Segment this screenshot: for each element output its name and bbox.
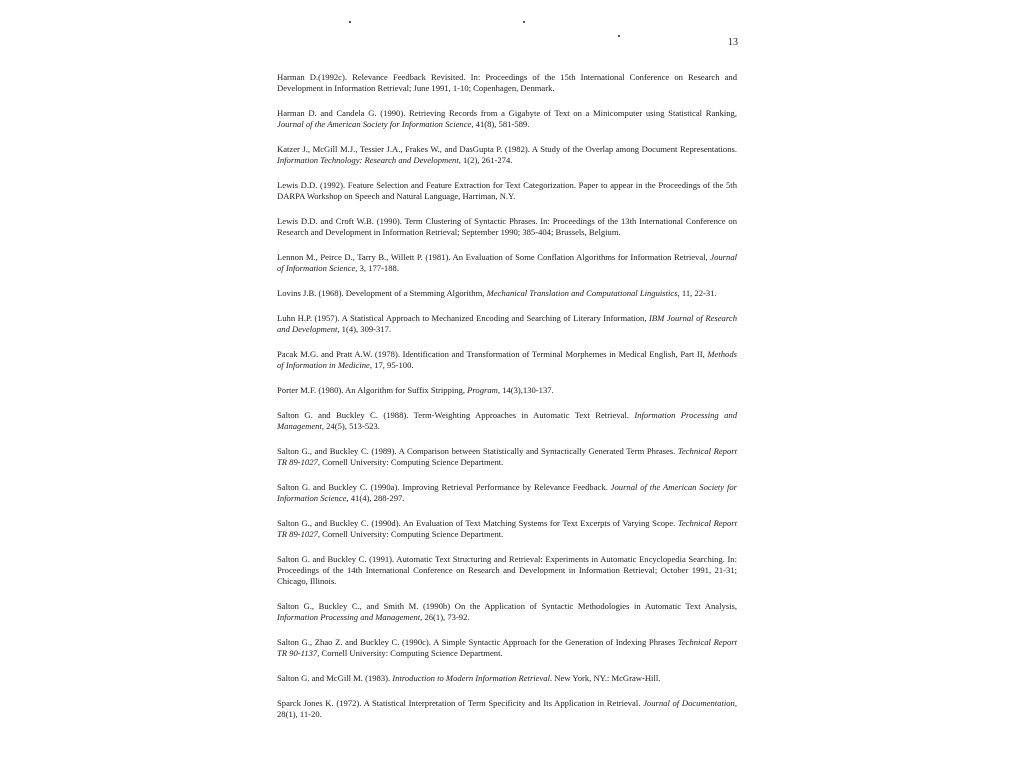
reference-source-title: Journal of the American Society for Information Science [277,481,738,503]
reference-source-title: Introduction to Modern Information Retrieval [392,672,550,683]
reference-text: Lewis D.D. and Croft W.B. (1990). Term Clustering of Syntactic Phrases. In: Proceedings of the 13th International Conference on Research and Development in Information Retrieval; September 1990; 385-404; Brussels, Belgium. [277,216,737,238]
reference-source-title: Journal of the American Society for Information Science [277,119,472,130]
reference-entry [277,313,737,335]
page-number: 13 [728,37,738,48]
reference-citation-details: , 3, 177-188. [355,263,399,274]
reference-citation-details: , 41(4), 288-297. [346,492,405,503]
reference-entry [277,637,737,659]
reference-entry [277,180,737,202]
reference-citation-details: , Cornell University: Computing Science Department. [317,648,503,658]
reference-entry [277,108,737,130]
reference-source-title: Journal of Documentation [643,697,735,708]
reference-text: Lennon M., Peirce D., Tarry B., Willett P. (1981). An Evaluation of Some Conflation Algorithms for Information Retrieval, [277,252,711,262]
reference-citation-details: , Cornell University: Computing Science Department. [317,528,504,539]
reference-citation-details: , 1(2), 261-274. [458,155,513,166]
reference-source-title: Information Processing and Management [277,612,421,622]
reference-text: Lovins J.B. (1968). Development of a Stemming Algorithm, [277,288,487,298]
reference-entry [277,601,737,623]
reference-source-title: Technical Report TR 89-1027 [277,517,738,539]
reference-text: Salton G. and Buckley C. (1991). Automatic Text Structuring and Retrieval: Experiments in Automatic Encyclopedia Searching. In: Proceedings of the 14th International Conference on Research and Development in Information Retrieval; October 1991, 21-31; Chicago, Illinois. [277,553,737,586]
reference-source-title: Methods of Information in Medicine [277,348,737,370]
reference-text: Pacak M.G. and Pratt A.W. (1978). Identification and Transformation of Terminal Morphemes in Medical English, Part II, [277,348,708,359]
reference-entry [277,252,737,274]
reference-entry [277,554,737,588]
reference-text: Salton G. and Buckley C. (1990a). Improving Retrieval Performance by Relevance Feedback. [277,481,611,492]
reference-text: Salton G., Zhao Z. and Buckley C. (1990c). A Simple Syntactic Approach for the Generation of Indexing Phrases [277,636,678,647]
reference-citation-details: , 41(8), 581-589. [471,119,530,130]
reference-source-title: Mechanical Translation and Computational Linguistics [486,288,678,298]
reference-entry [277,518,737,540]
reference-source-title: Journal of Information Science [277,252,737,274]
reference-citation-details: , 14(3),130-137. [497,384,554,395]
reference-citation-details: , 17, 95-100. [369,360,414,370]
reference-text: Luhn H.P. (1957). A Statistical Approach to Mechanized Encoding and Searching of Literary Information, [277,312,650,323]
scan-speck [618,35,620,37]
reference-entry [277,482,737,504]
reference-source-title: Technical Report TR 90-1137 [277,636,737,658]
reference-entry [277,673,737,684]
reference-text: Salton G., and Buckley C. (1990d). An Evaluation of Text Matching Systems for Text Excerpts of Varying Scope. [277,517,678,528]
reference-text: Katzer J., McGill M.J., Tessier J.A., Frakes W., and DasGupta P. (1982). A Study of the Overlap among Document Representations. [277,144,737,154]
scan-speck [523,21,525,23]
reference-text: Harman D. and Candela G. (1990). Retrieving Records from a Gigabyte of Text on a Minicomputer using Statistical Ranking, [277,108,737,118]
reference-citation-details: , 11, 22-31. [677,288,717,298]
reference-entry [277,216,737,238]
reference-entry [277,144,737,166]
reference-citation-details: , 26(1), 73-92. [420,612,470,622]
reference-list [277,72,737,734]
reference-source-title: Technical Report TR 89-1027 [277,445,738,467]
reference-citation-details: , 24(5), 513-523. [321,420,380,431]
reference-entry [277,385,737,396]
reference-text: Salton G., and Buckley C. (1989). A Comparison between Statistically and Syntactically Generated Term Phrases. [277,445,678,456]
reference-text: Porter M.F. (1980). An Algorithm for Suffix Stripping, [277,384,468,395]
scan-speck [349,21,351,23]
reference-citation-details: . New York, NY.: McGraw-Hill. [550,672,661,683]
reference-entry [277,72,737,94]
reference-text: Harman D.(1992c). Relevance Feedback Revisited. In: Proceedings of the 15th International Conference on Research and Development in Information Retrieval; June 1991, 1-10; Copenhagen, Denmark. [277,72,737,94]
reference-text: Lewis D.D. (1992). Feature Selection and Feature Extraction for Text Categorization. Paper to appear in the Proceedings of the 5th DARPA Workshop on Speech and Natural Language, Harriman, N.Y. [277,180,737,202]
reference-source-title: Program [467,384,498,395]
reference-text: Salton G. and McGill M. (1983). [277,672,393,683]
reference-citation-details: , 1(4), 309-317. [337,324,392,334]
reference-entry [277,698,737,720]
reference-citation-details: , Cornell University: Computing Science Department. [317,456,504,467]
reference-source-title: Information Technology: Research and Development [277,155,459,166]
reference-text: Sparck Jones K. (1972). A Statistical Interpretation of Term Specificity and Its Application in Retrieval. [277,697,644,708]
reference-entry [277,410,737,432]
reference-citation-details: , 28(1), 11-20. [277,697,738,719]
reference-entry [277,446,737,468]
reference-entry [277,349,737,371]
reference-entry [277,288,737,299]
reference-source-title: IBM Journal of Research and Development [277,312,737,334]
reference-text: Salton G., Buckley C., and Smith M. (1990b) On the Application of Syntactic Methodologies in Automatic Text Analysis, [277,600,737,611]
reference-source-title: Information Processing and Management [277,409,737,431]
reference-text: Salton G. and Buckley C. (1988). Term-Weighting Approaches in Automatic Text Retrieval. [277,409,635,420]
